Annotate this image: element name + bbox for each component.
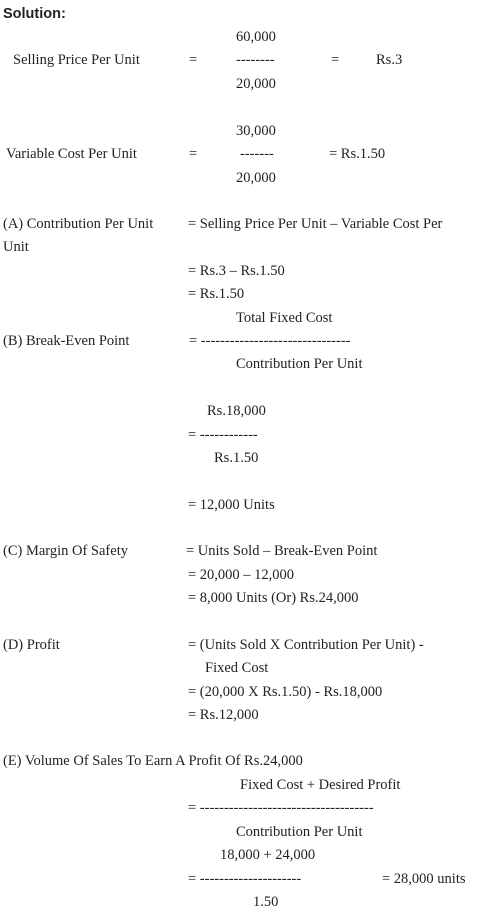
volume-of-sales-numerator: Fixed Cost + Desired Profit: [240, 777, 401, 793]
margin-of-safety-step-1: = 20,000 – 12,000: [188, 567, 295, 583]
solution-heading: Solution:: [3, 6, 66, 22]
selling-price-numerator: 60,000: [236, 29, 276, 45]
margin-of-safety-formula: = Units Sold – Break-Even Point: [186, 543, 378, 559]
contribution-step-2: = Rs.1.50: [188, 286, 245, 302]
volume-of-sales-denominator: Contribution Per Unit: [236, 824, 363, 840]
break-even-numerator-2: Rs.18,000: [207, 403, 266, 419]
contribution-label: (A) Contribution Per Unit: [3, 216, 154, 232]
break-even-denominator: Contribution Per Unit: [236, 356, 363, 372]
profit-step-1: = (20,000 X Rs.1.50) - Rs.18,000: [188, 684, 383, 700]
contribution-formula: = Selling Price Per Unit – Variable Cost Per: [188, 216, 443, 232]
break-even-fraction-line: = -------------------------------: [189, 333, 351, 349]
volume-of-sales-denominator-2: 1.50: [253, 894, 279, 910]
volume-of-sales-fraction-line: = ------------------------------------: [188, 800, 374, 816]
selling-price-label: Selling Price Per Unit: [13, 52, 140, 68]
variable-cost-result: = Rs.1.50: [329, 146, 386, 162]
profit-formula-cont: Fixed Cost: [205, 660, 269, 676]
selling-price-equals-2: =: [331, 52, 340, 68]
variable-cost-fraction-line: -------: [240, 146, 274, 162]
selling-price-result: Rs.3: [376, 52, 403, 68]
volume-of-sales-result: = 28,000 units: [382, 871, 466, 887]
break-even-numerator: Total Fixed Cost: [236, 310, 333, 326]
profit-step-2: = Rs.12,000: [188, 707, 259, 723]
margin-of-safety-label: (C) Margin Of Safety: [3, 543, 128, 559]
margin-of-safety-step-2: = 8,000 Units (Or) Rs.24,000: [188, 590, 359, 606]
profit-formula: = (Units Sold X Contribution Per Unit) -: [188, 637, 424, 653]
selling-price-fraction-line: --------: [236, 52, 275, 68]
volume-of-sales-fraction-line-2: = ---------------------: [188, 871, 302, 887]
variable-cost-denominator: 20,000: [236, 170, 276, 186]
break-even-fraction-line-2: = ------------: [188, 427, 258, 443]
contribution-step-1: = Rs.3 – Rs.1.50: [188, 263, 285, 279]
contribution-formula-cont: Unit: [3, 239, 29, 255]
volume-of-sales-numerator-2: 18,000 + 24,000: [220, 847, 316, 863]
volume-of-sales-label: (E) Volume Of Sales To Earn A Profit Of Rs.24,000: [3, 753, 303, 769]
variable-cost-numerator: 30,000: [236, 123, 276, 139]
break-even-label: (B) Break-Even Point: [3, 333, 130, 349]
break-even-denominator-2: Rs.1.50: [214, 450, 259, 466]
variable-cost-equals: =: [189, 146, 198, 162]
selling-price-equals: =: [189, 52, 198, 68]
variable-cost-label: Variable Cost Per Unit: [6, 146, 137, 162]
break-even-result: = 12,000 Units: [188, 497, 275, 513]
selling-price-denominator: 20,000: [236, 76, 276, 92]
profit-label: (D) Profit: [3, 637, 60, 653]
